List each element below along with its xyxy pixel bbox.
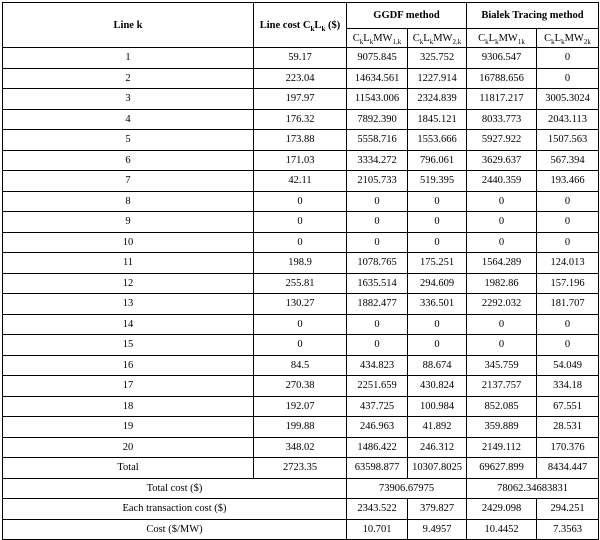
table-cell: 0 [347,191,408,212]
cost-per-mw-value: 10.701 [347,519,408,540]
table-cell: 3334.272 [347,150,408,171]
table-cell: 9306.547 [467,48,537,69]
each-transaction-label: Each transaction cost ($) [3,499,347,520]
table-cell: 84.5 [254,355,347,376]
table-cell: 0 [408,335,467,356]
table-cell: 2723.35 [254,458,347,479]
table-cell: 197.97 [254,89,347,110]
cost-per-mw-label: Cost ($/MW) [3,519,347,540]
table-cell: 1553.666 [408,130,467,151]
header-ggdf-mw2: $C_kL_kMW_{2,k}$ [408,29,467,48]
table-cell: 1635.514 [347,273,408,294]
table-cell: 199.88 [254,417,347,438]
table-cell: 3005.3024 [537,89,599,110]
table-cell: 430.824 [408,376,467,397]
header-line-cost: Line cost $C_kL_k$ ($) [254,3,347,48]
table-cell: 246.963 [347,417,408,438]
table-cell: 15 [3,335,254,356]
table-cell: 0 [537,212,599,233]
table-cell: 0 [537,232,599,253]
table-cell: 2251.659 [347,376,408,397]
table-cell: 2137.757 [467,376,537,397]
summary-row-each-transaction [3,499,599,520]
table-row [3,150,599,171]
table-cell: 198.9 [254,253,347,274]
table-cell: 5927.922 [467,130,537,151]
table-cell: 13 [3,294,254,315]
table-cell: 325.752 [408,48,467,69]
table-cell: 157.196 [537,273,599,294]
table-cell: 0 [467,191,537,212]
table-cell: 16788.656 [467,68,537,89]
table-cell: 16 [3,355,254,376]
table-cell: 0 [467,335,537,356]
table-cell: 0 [254,191,347,212]
table-cell: 0 [347,212,408,233]
table-container [2,2,599,540]
table-cell: 0 [347,314,408,335]
table-cell: 0 [467,232,537,253]
table-row [3,376,599,397]
table-cell: 69627.899 [467,458,537,479]
total-cost-bialek: 78062.34683831 [467,478,599,499]
table-cell: 170.376 [537,437,599,458]
each-transaction-value: 294.251 [537,499,599,520]
table-cell: 1227.914 [408,68,467,89]
header-ggdf: GGDF method [347,3,467,29]
table-cell: 348.02 [254,437,347,458]
table-cell: 12 [3,273,254,294]
table-summary [3,478,599,540]
table-cell: 88.674 [408,355,467,376]
table-cell: 9075.845 [347,48,408,69]
table-cell: 0 [467,314,537,335]
table-row [3,417,599,438]
table-row [3,89,599,110]
table-cell: 223.04 [254,68,347,89]
table-cell: 10307.8025 [408,458,467,479]
table-cell: 1486.422 [347,437,408,458]
table-cell: 6 [3,150,254,171]
table-cell: 8033.773 [467,109,537,130]
table-cell: 2105.733 [347,171,408,192]
table-cell: 0 [408,314,467,335]
table-cell: 0 [537,68,599,89]
table-cell: 8434.447 [537,458,599,479]
table-cell: 173.88 [254,130,347,151]
table-cell: 2324.839 [408,89,467,110]
table-row [3,48,599,69]
table-cell: 3629.637 [467,150,537,171]
table-cell: 4 [3,109,254,130]
table-cell: 67.551 [537,396,599,417]
table-row [3,212,599,233]
table-row [3,232,599,253]
table-cell: 5558.716 [347,130,408,151]
table-body [3,48,599,479]
table-cell: 1078.765 [347,253,408,274]
each-transaction-value: 2343.522 [347,499,408,520]
table-cell: 130.27 [254,294,347,315]
table-cell: 2043.113 [537,109,599,130]
header-bialek-mw1: $C_kL_kMW_{1k}$ [467,29,537,48]
table-cell: 193.466 [537,171,599,192]
table-cell: 171.03 [254,150,347,171]
table-cell: 2149.112 [467,437,537,458]
table-cell: 0 [254,232,347,253]
table-cell: 63598.877 [347,458,408,479]
table-row [3,458,599,479]
table-row [3,294,599,315]
table-cell: 7892.390 [347,109,408,130]
table-cell: 359.889 [467,417,537,438]
table-row [3,335,599,356]
table-cell: 0 [254,314,347,335]
summary-row-total-cost [3,478,599,499]
table-row [3,109,599,130]
total-cost-label: Total cost ($) [3,478,347,499]
table-cell: 336.501 [408,294,467,315]
table-cell: 11 [3,253,254,274]
table-cell: 0 [408,212,467,233]
table-cell: 18 [3,396,254,417]
table-cell: 181.707 [537,294,599,315]
table-cell: 0 [254,212,347,233]
table-cell: 14 [3,314,254,335]
table-cell: 2 [3,68,254,89]
table-row [3,68,599,89]
table-cell: 345.759 [467,355,537,376]
table-cell: 1982.86 [467,273,537,294]
table-row [3,314,599,335]
table-row [3,273,599,294]
table-cell: 0 [408,232,467,253]
each-transaction-value: 2429.098 [467,499,537,520]
summary-row-cost-per-mw [3,519,599,540]
table-cell: 8 [3,191,254,212]
table-cell: 2440.359 [467,171,537,192]
table-row [3,130,599,151]
table-cell: 0 [537,48,599,69]
table-cell: 1882.477 [347,294,408,315]
table-cell: 9 [3,212,254,233]
table-cell: 0 [467,212,537,233]
header-ggdf-mw1: $C_kL_kMW_{1,k}$ [347,29,408,48]
table-cell: 41.892 [408,417,467,438]
table-row [3,253,599,274]
table-cell: 19 [3,417,254,438]
header-bialek-mw2: $C_kL_kMW_{2k}$ [537,29,599,48]
table-cell: 0 [347,335,408,356]
table-row [3,355,599,376]
table-cell: 0 [347,232,408,253]
table-cell: 2292.032 [467,294,537,315]
cost-per-mw-value: 10.4452 [467,519,537,540]
table-cell: Total [3,458,254,479]
table-cell: 5 [3,130,254,151]
table-cell: 54.049 [537,355,599,376]
table-cell: 3 [3,89,254,110]
table-cell: 20 [3,437,254,458]
table-cell: 270.38 [254,376,347,397]
cost-per-mw-value: 9.4957 [408,519,467,540]
table-cell: 0 [254,335,347,356]
header-line-k: Line k [3,3,254,48]
table-cell: 519.395 [408,171,467,192]
header-bialek: Bialek Tracing method [467,3,599,29]
table-cell: 7 [3,171,254,192]
table-cell: 17 [3,376,254,397]
table-cell: 434.823 [347,355,408,376]
table-cell: 176.32 [254,109,347,130]
table-cell: 42.11 [254,171,347,192]
table-cell: 1 [3,48,254,69]
table-cell: 0 [408,191,467,212]
table-row [3,171,599,192]
table-row [3,191,599,212]
table-cell: 14634.561 [347,68,408,89]
table-cell: 11817.217 [467,89,537,110]
cost-per-mw-value: 7.3563 [537,519,599,540]
table-cell: 0 [537,314,599,335]
table-cell: 796.061 [408,150,467,171]
cost-allocation-table [2,2,599,540]
table-cell: 852.085 [467,396,537,417]
table-row [3,396,599,417]
table-cell: 175.251 [408,253,467,274]
total-cost-ggdf: 73906.67975 [347,478,467,499]
table-cell: 294.609 [408,273,467,294]
table-cell: 11543.006 [347,89,408,110]
table-cell: 246.312 [408,437,467,458]
table-cell: 567.394 [537,150,599,171]
table-cell: 0 [537,191,599,212]
table-cell: 100.984 [408,396,467,417]
table-cell: 0 [537,335,599,356]
table-cell: 10 [3,232,254,253]
table-cell: 1564.289 [467,253,537,274]
table-cell: 59.17 [254,48,347,69]
table-cell: 255.81 [254,273,347,294]
table-cell: 334.18 [537,376,599,397]
table-cell: 124.013 [537,253,599,274]
table-cell: 1845.121 [408,109,467,130]
table-cell: 1507.563 [537,130,599,151]
table-cell: 28.531 [537,417,599,438]
each-transaction-value: 379.827 [408,499,467,520]
table-cell: 437.725 [347,396,408,417]
table-cell: 192.07 [254,396,347,417]
table-row [3,437,599,458]
